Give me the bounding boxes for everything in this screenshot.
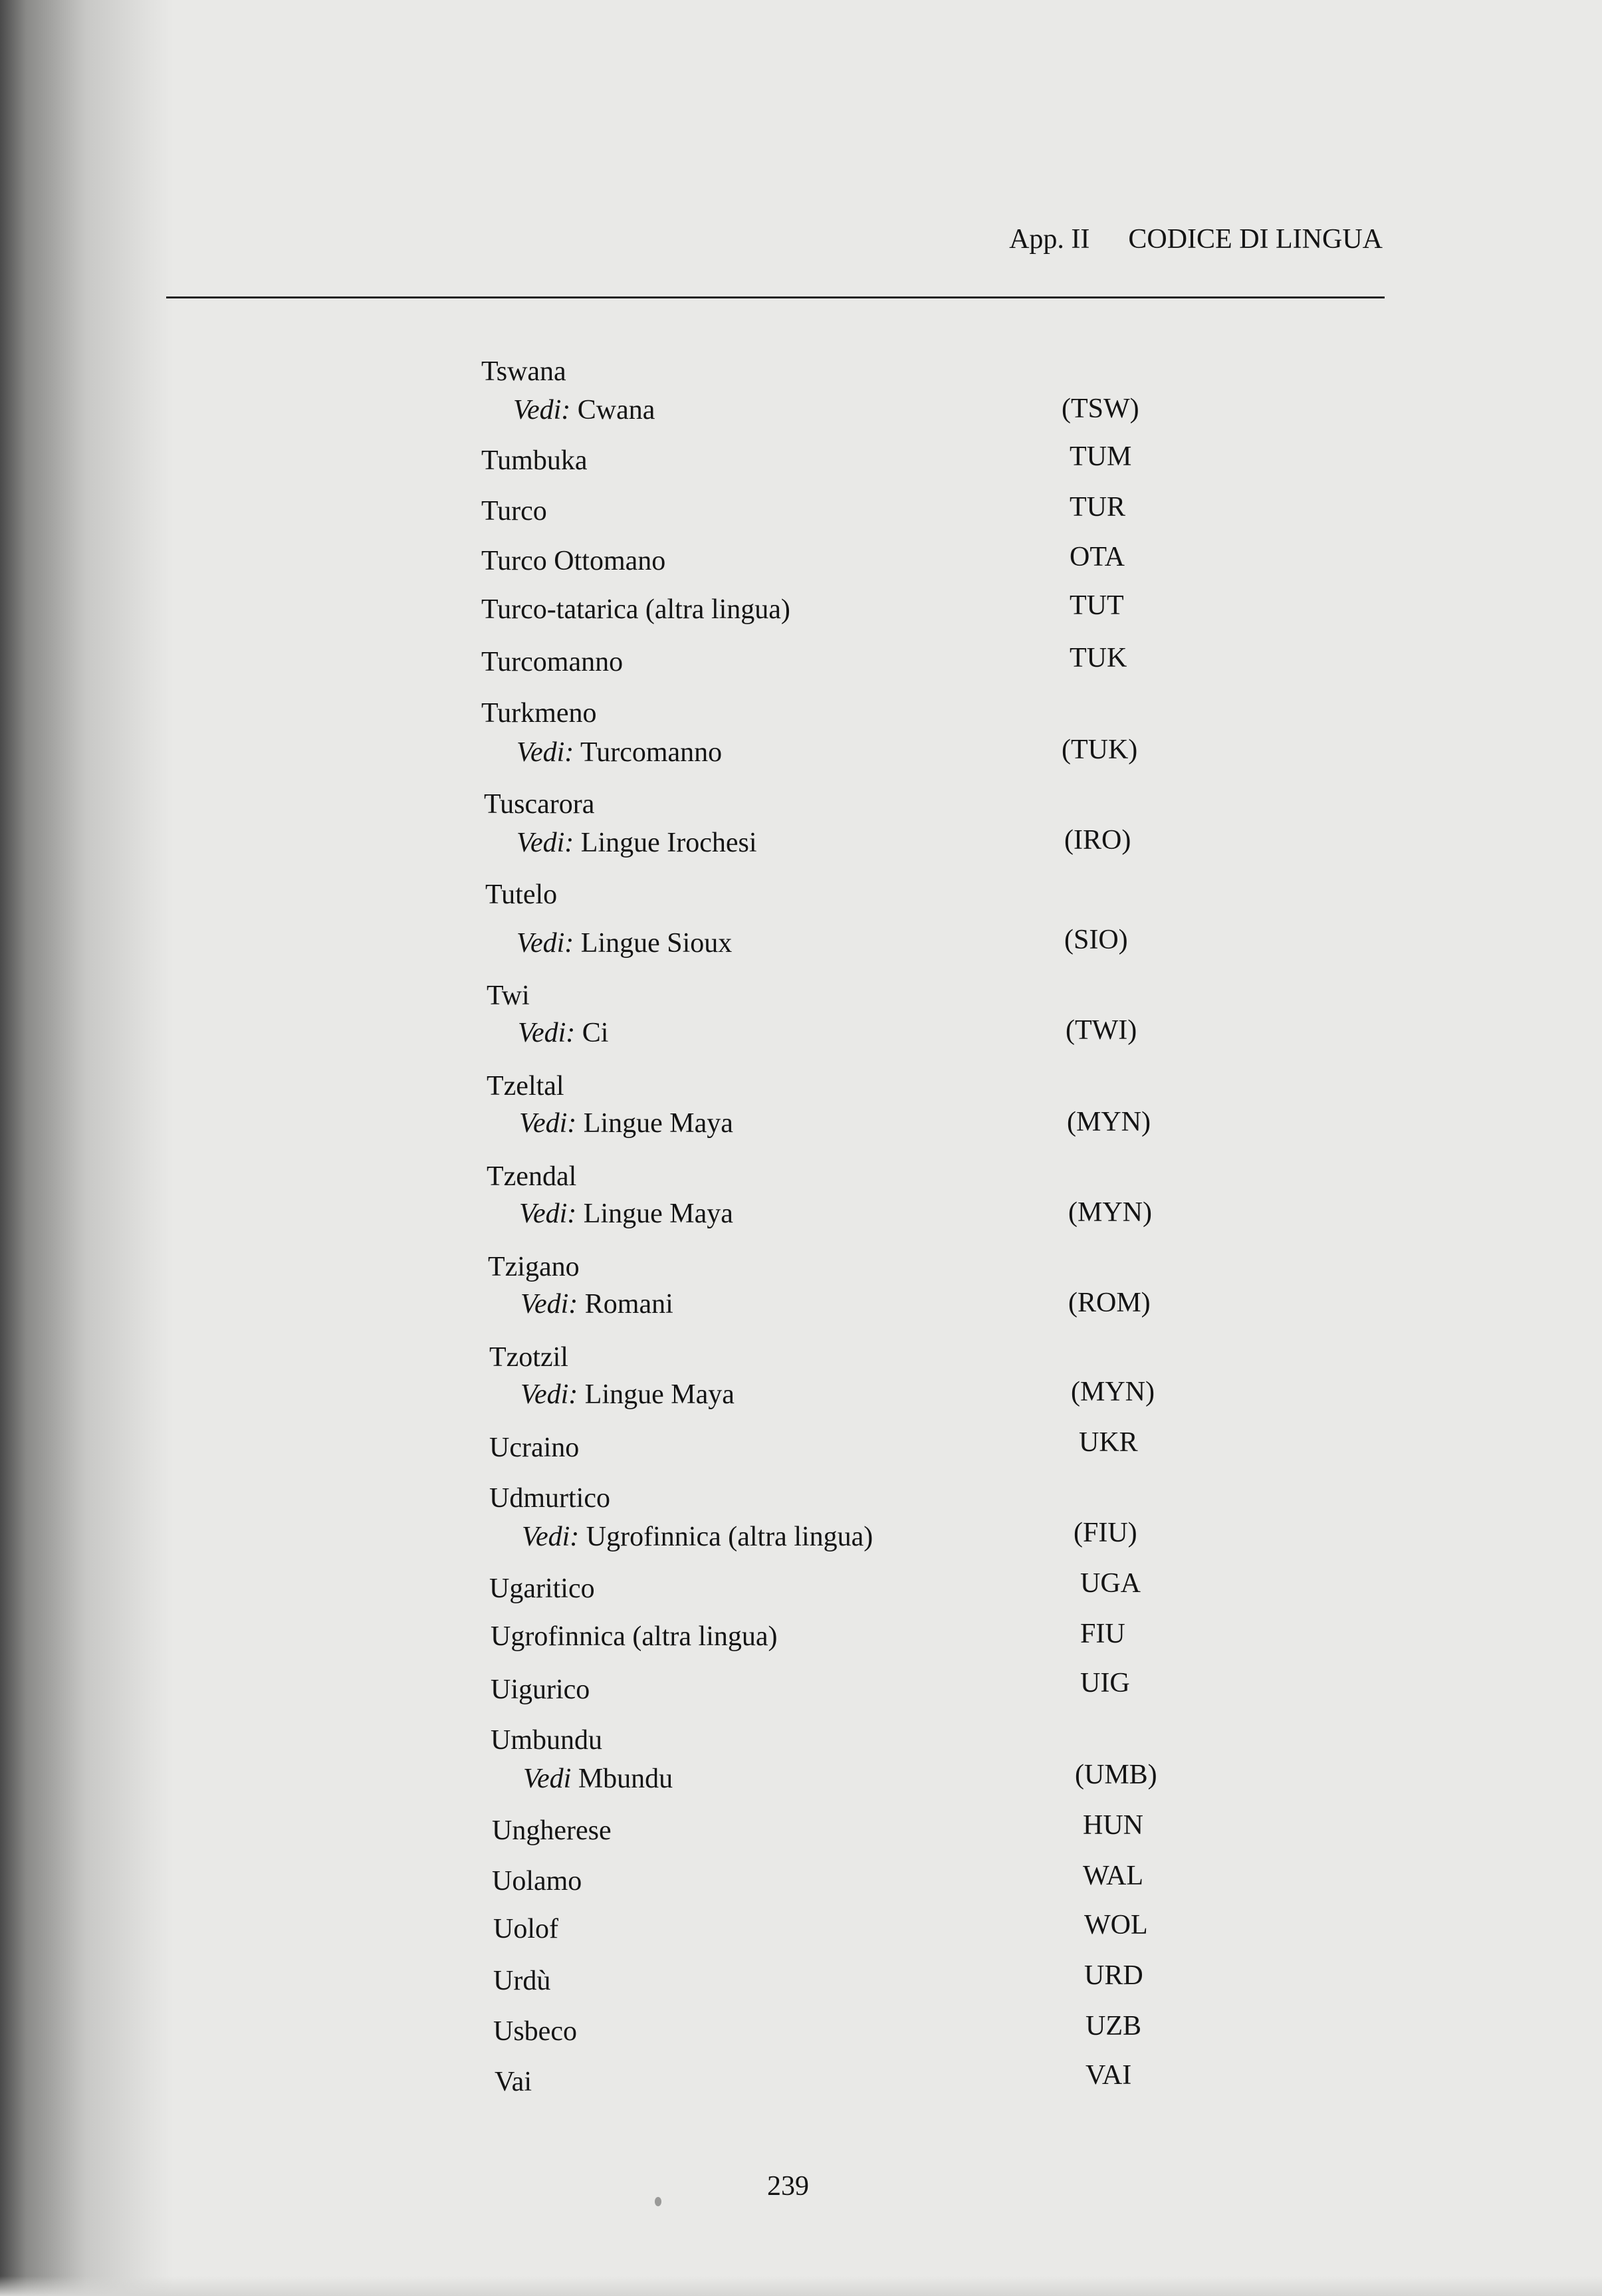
vedi-label: Vedi: xyxy=(520,1379,578,1410)
entry-name: Turco Ottomano xyxy=(481,546,666,576)
entry-code: WAL xyxy=(1083,1861,1143,1891)
entry-see-reference xyxy=(513,396,655,424)
entry-see-reference xyxy=(520,1290,673,1318)
entry-name: Uigurico xyxy=(491,1674,590,1705)
entry-name: Usbeco xyxy=(493,2016,577,2047)
see-target: Lingue Maya xyxy=(583,1108,733,1139)
vedi-label: Vedi: xyxy=(516,928,574,959)
entry-code: (TUK) xyxy=(1062,735,1138,765)
entry-code: TUR xyxy=(1070,492,1125,522)
entry-code: (TSW) xyxy=(1062,394,1139,424)
page-bottom-edge xyxy=(0,2276,1602,2296)
header-rule xyxy=(166,296,1385,298)
see-target: Lingue Maya xyxy=(584,1379,735,1410)
see-target: Romani xyxy=(584,1289,673,1320)
entry-name: Tzigano xyxy=(488,1252,580,1282)
entry-see-reference xyxy=(516,829,757,857)
entry-name: Turco xyxy=(481,496,547,526)
entry-name: Tutelo xyxy=(485,879,558,910)
entry-see-reference xyxy=(519,1200,733,1228)
page-gutter-shadow xyxy=(0,0,173,2296)
entry-name: Uolamo xyxy=(492,1866,582,1896)
see-target: Mbundu xyxy=(578,1764,673,1794)
vedi-label: Vedi xyxy=(523,1764,572,1794)
entry-code: UGA xyxy=(1080,1568,1141,1599)
entry-name: Turcomanno xyxy=(481,647,624,677)
see-target: Lingue Maya xyxy=(583,1199,733,1229)
entry-code: TUT xyxy=(1070,590,1124,621)
entry-name: Uolof xyxy=(493,1914,558,1944)
entry-name: Ungherese xyxy=(492,1815,612,1846)
entry-code: UZB xyxy=(1086,2011,1141,2041)
see-target: Lingue Sioux xyxy=(580,928,733,959)
page-number: 239 xyxy=(767,2171,809,2202)
entry-name: Vai xyxy=(495,2067,532,2097)
entry-name: Twi xyxy=(487,980,530,1011)
entry-code: TUK xyxy=(1070,643,1127,673)
entry-code: UKR xyxy=(1079,1427,1138,1458)
entry-code: (ROM) xyxy=(1068,1288,1151,1318)
vedi-label: Vedi: xyxy=(516,737,574,768)
entry-code: (MYN) xyxy=(1067,1107,1151,1137)
see-target: Cwana xyxy=(577,395,655,425)
entry-name: Ugaritico xyxy=(489,1573,595,1604)
vedi-label: Vedi: xyxy=(520,1289,578,1320)
entry-code: TUM xyxy=(1070,441,1132,472)
running-head xyxy=(1009,223,1383,255)
entry-see-reference xyxy=(518,1019,608,1047)
vedi-label: Vedi: xyxy=(518,1018,576,1048)
entry-name: Umbundu xyxy=(491,1725,602,1756)
entry-name: Ugrofinnica (altra lingua) xyxy=(491,1621,778,1652)
entry-name: Tuscarora xyxy=(484,789,595,820)
entry-see-reference xyxy=(519,1109,733,1137)
entry-code: (SIO) xyxy=(1064,925,1128,955)
entry-see-reference xyxy=(516,739,722,766)
entry-code: FIU xyxy=(1080,1619,1125,1649)
entry-code: URD xyxy=(1084,1960,1143,1991)
see-target: Lingue Irochesi xyxy=(580,828,757,858)
entry-name: Tumbuka xyxy=(481,445,588,476)
entry-see-reference xyxy=(520,1381,735,1409)
entry-code: (MYN) xyxy=(1071,1377,1155,1407)
see-target: Ci xyxy=(582,1018,609,1048)
entry-see-reference xyxy=(522,1523,873,1551)
vedi-label: Vedi: xyxy=(519,1199,577,1229)
entry-code: UIG xyxy=(1080,1668,1130,1698)
entry-code: (FIU) xyxy=(1074,1518,1137,1548)
running-head-section: App. II xyxy=(1009,224,1090,255)
entry-code: (UMB) xyxy=(1075,1760,1157,1790)
entry-name: Tswana xyxy=(481,356,566,387)
entry-name: Turkmeno xyxy=(481,698,597,729)
entry-code: (TWI) xyxy=(1066,1015,1137,1046)
running-head-title: CODICE DI LINGUA xyxy=(1128,224,1383,255)
vedi-label: Vedi: xyxy=(519,1108,577,1139)
entry-name: Tzeltal xyxy=(487,1071,564,1101)
entry-code: HUN xyxy=(1083,1810,1143,1841)
entry-code: (MYN) xyxy=(1068,1197,1152,1228)
paper-blemish xyxy=(655,2197,661,2206)
see-target: Ugrofinnica (altra lingua) xyxy=(586,1522,873,1552)
entry-code: WOL xyxy=(1084,1910,1148,1940)
entry-name: Tzendal xyxy=(487,1161,577,1192)
entry-name: Ucraino xyxy=(489,1433,580,1463)
entry-name: Turco-tatarica (altra lingua) xyxy=(481,594,790,625)
entry-name: Udmurtico xyxy=(489,1483,610,1514)
entry-code: VAI xyxy=(1086,2060,1132,2091)
vedi-label: Vedi: xyxy=(516,828,574,858)
entry-code: OTA xyxy=(1070,542,1125,572)
entry-name: Tzotzil xyxy=(489,1342,568,1373)
entry-see-reference xyxy=(516,929,732,957)
entry-code: (IRO) xyxy=(1064,825,1131,856)
entry-name: Urdù xyxy=(493,1966,551,1996)
vedi-label: Vedi: xyxy=(522,1522,580,1552)
vedi-label: Vedi: xyxy=(513,395,571,425)
entry-see-reference xyxy=(523,1765,673,1793)
see-target: Turcomanno xyxy=(580,737,723,768)
